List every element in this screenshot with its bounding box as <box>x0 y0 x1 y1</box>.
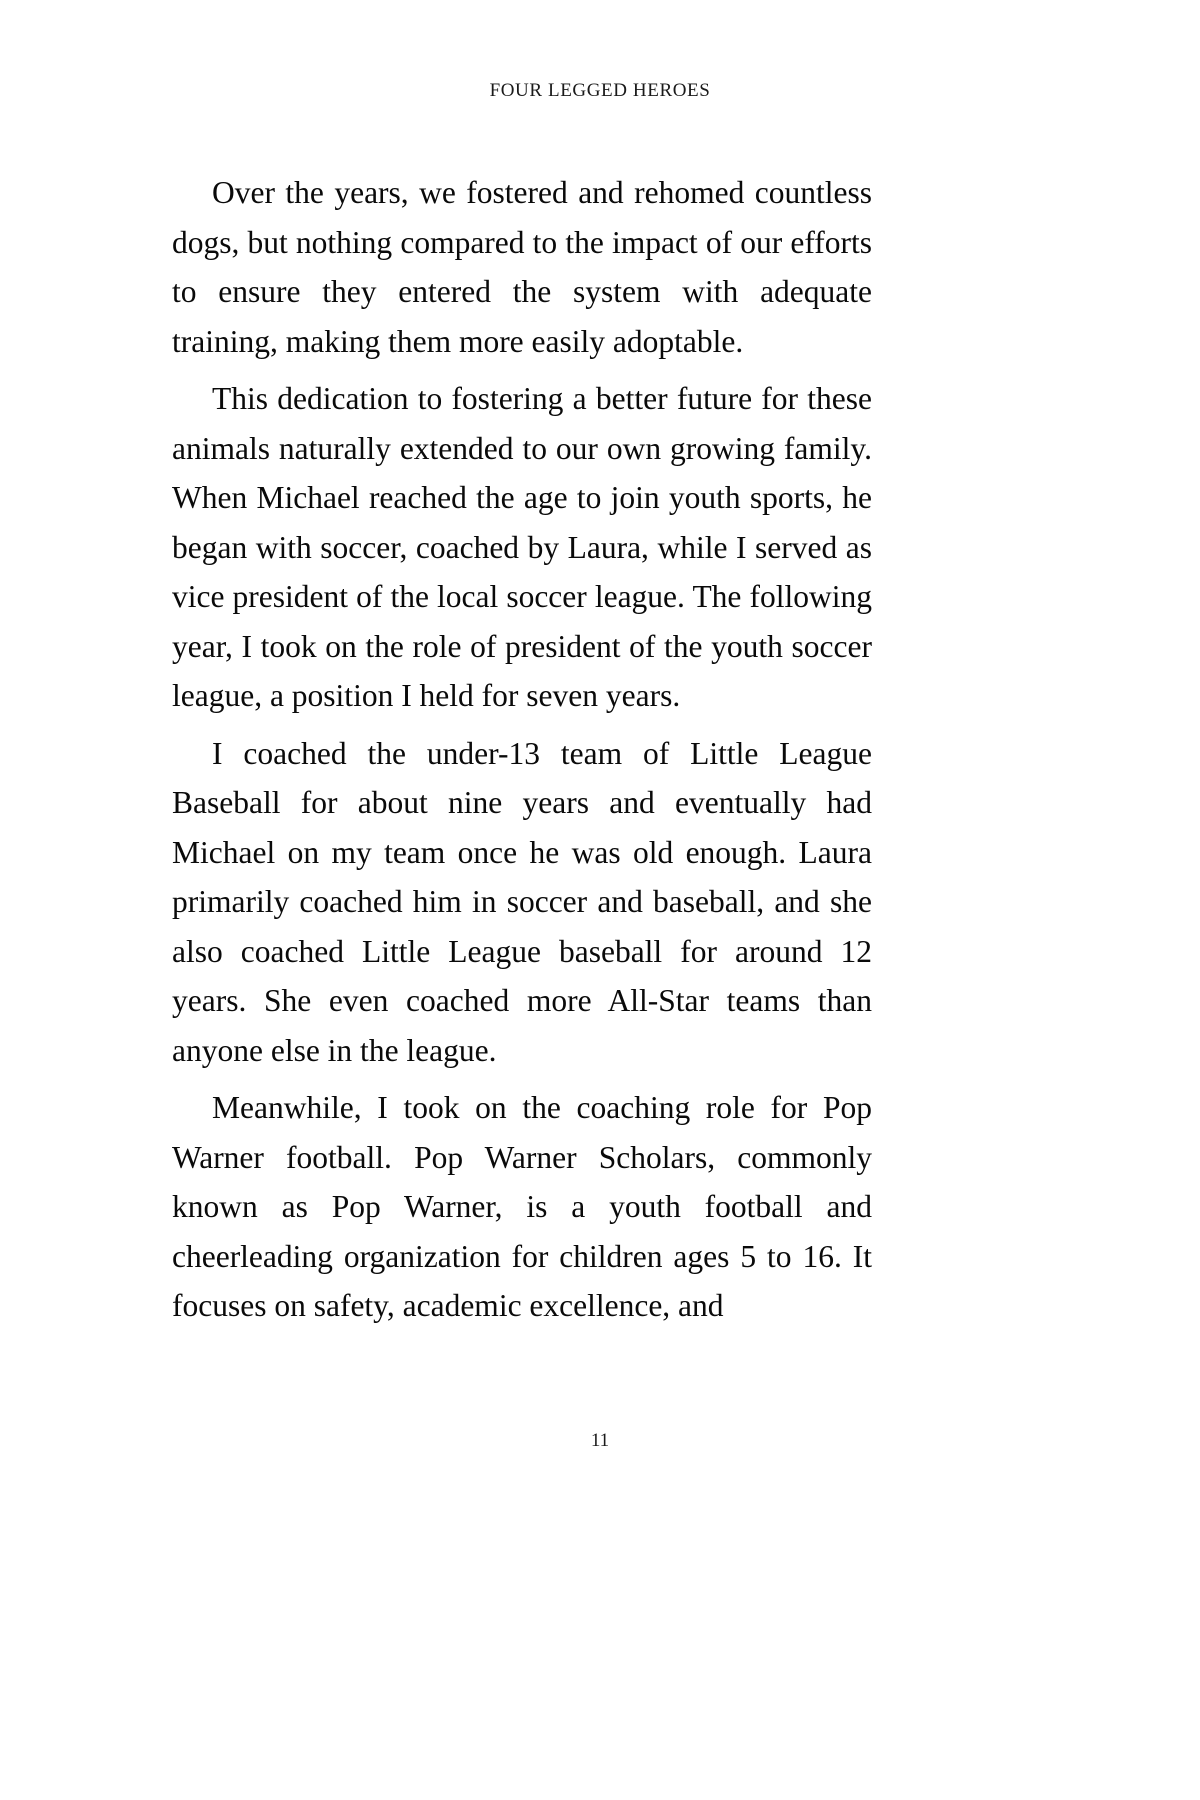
body-text-block <box>172 168 872 1331</box>
paragraph-2: This dedication to fostering a better future for these animals naturally extended to our own growing family. When Michael reached the age to join youth sports, he began with soccer, coached by Laura, while I served as vice president of the local soccer league. The following year, I took on the role of president of the youth soccer league, a position I held for seven years. <box>172 381 872 713</box>
paragraph-4: Meanwhile, I took on the coaching role for Pop Warner football. Pop Warner Scholars, commonly known as Pop Warner, is a youth football and cheerleading organization for children ages 5 to 16. It focuses on safety, academic excellence, and <box>172 1090 872 1323</box>
paragraph-3: I coached the under-13 team of Little League Baseball for about nine years and eventually had Michael on my team once he was old enough. Laura primarily coached him in soccer and baseball, and she also coached Little League baseball for around 12 years. She even coached more All-Star teams than anyone else in the league. <box>172 735 872 1068</box>
page-number: 11 <box>590 1430 610 1451</box>
paragraph-1: Over the years, we fostered and rehomed countless dogs, but nothing compared to the impact of our efforts to ensure they entered the system with adequate training, making them more easily adoptable. <box>172 175 872 359</box>
running-header: FOUR LEGGED HEROES <box>489 80 711 101</box>
